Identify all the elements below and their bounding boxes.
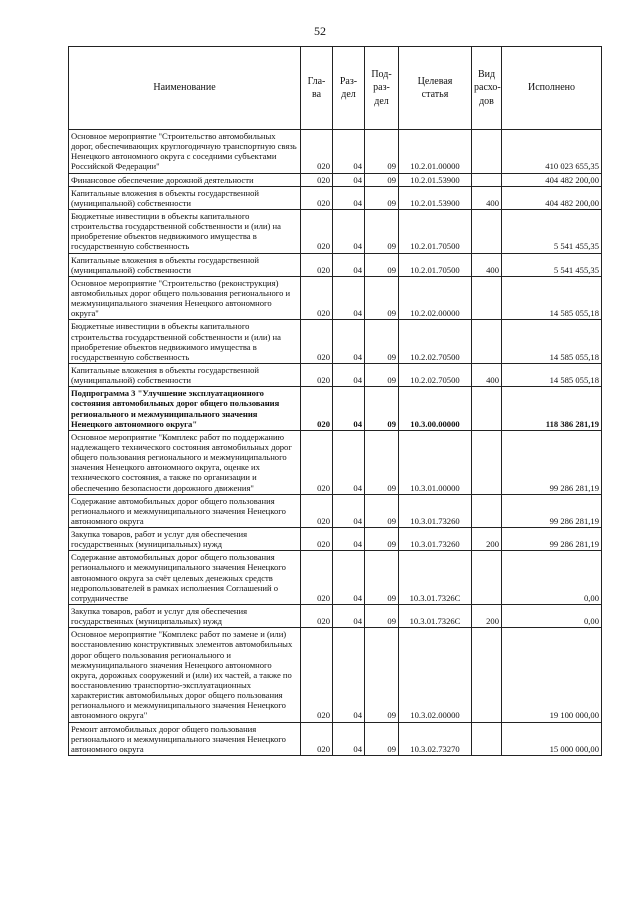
row-subsection: 09: [365, 430, 399, 494]
row-chapter: 020: [301, 628, 333, 722]
row-executed: 19 100 000,00: [502, 628, 602, 722]
row-chapter: 020: [301, 173, 333, 186]
row-section: 04: [333, 528, 365, 551]
row-expense-type: [472, 209, 502, 253]
row-chapter: 020: [301, 494, 333, 527]
row-section: 04: [333, 722, 365, 755]
row-expense-type: 200: [472, 605, 502, 628]
header-target: Целевая статья: [399, 47, 472, 130]
row-section: 04: [333, 430, 365, 494]
row-chapter: 020: [301, 209, 333, 253]
row-expense-type: 200: [472, 528, 502, 551]
row-subsection: 09: [365, 528, 399, 551]
row-chapter: 020: [301, 430, 333, 494]
row-target: 10.2.01.70500: [399, 209, 472, 253]
row-chapter: 020: [301, 130, 333, 174]
row-name: Основное мероприятие "Комплекс работ по замене и (или) восстановлению конструктивных элементов автомобильных дорог общего пользования регионального и межмуниципального значения Ненецкого автономного округа, дорожных сооружений и (или) их частей, а также по восстановлению транспортно-эксплуатационных характеристик автомобильных дорог общего пользования регионального и межмуниципального значения Ненецкого автономного округа": [69, 628, 301, 722]
row-subsection: 09: [365, 494, 399, 527]
row-subsection: 09: [365, 186, 399, 209]
row-expense-type: [472, 628, 502, 722]
row-name: Ремонт автомобильных дорог общего пользования регионального и межмуниципального значения Ненецкого автономного округа: [69, 722, 301, 755]
row-name: Содержание автомобильных дорог общего пользования регионального и межмуниципального значения Ненецкого автономного округа за счёт целевых денежных средств недропользователей в рамках исполнения Соглашений о сотрудничестве: [69, 551, 301, 605]
row-name: Закупка товаров, работ и услуг для обеспечения государственных (муниципальных) нужд: [69, 528, 301, 551]
row-target: 10.2.01.53900: [399, 173, 472, 186]
row-name: Капитальные вложения в объекты государственной (муниципальной) собственности: [69, 253, 301, 276]
row-target: 10.3.02.00000: [399, 628, 472, 722]
row-name: Основное мероприятие "Строительство автомобильных дорог, обеспечивающих круглогодичную транспортную связь Ненецкого автономного округа с соседними субъектами Российской Федерации": [69, 130, 301, 174]
row-chapter: 020: [301, 186, 333, 209]
table-row: [69, 209, 602, 253]
row-expense-type: [472, 173, 502, 186]
row-name: Закупка товаров, работ и услуг для обеспечения государственных (муниципальных) нужд: [69, 605, 301, 628]
row-chapter: 020: [301, 387, 333, 431]
row-subsection: 09: [365, 628, 399, 722]
row-target: 10.2.01.00000: [399, 130, 472, 174]
row-executed: 0,00: [502, 605, 602, 628]
table-row: [69, 628, 602, 722]
row-target: 10.3.00.00000: [399, 387, 472, 431]
row-subsection: 09: [365, 551, 399, 605]
table-row: [69, 186, 602, 209]
row-subsection: 09: [365, 387, 399, 431]
row-executed: 14 585 055,18: [502, 320, 602, 364]
row-section: 04: [333, 173, 365, 186]
row-executed: 99 286 281,19: [502, 494, 602, 527]
row-subsection: 09: [365, 130, 399, 174]
row-executed: 5 541 455,35: [502, 209, 602, 253]
table-row: [69, 387, 602, 431]
row-section: 04: [333, 551, 365, 605]
row-name: Основное мероприятие "Строительство (реконструкция) автомобильных дорог общего пользования регионального и межмуниципального значения Ненецкого автономного округа": [69, 276, 301, 320]
table-row: [69, 320, 602, 364]
row-name: Основное мероприятие "Комплекс работ по поддержанию надлежащего технического состояния автомобильных дорог общего пользования регионального и межмуниципального значения Ненецкого автономного округа, оценке их технического состояния, а также по организации и обеспечению безопасности дорожного движения": [69, 430, 301, 494]
row-expense-type: [472, 494, 502, 527]
row-executed: 99 286 281,19: [502, 528, 602, 551]
row-name: Бюджетные инвестиции в объекты капитального строительства государственной собственности и (или) на приобретение объектов недвижимого имущества в государственную собственность: [69, 320, 301, 364]
table-row: [69, 173, 602, 186]
row-executed: 0,00: [502, 551, 602, 605]
table-row: [69, 494, 602, 527]
row-expense-type: [472, 430, 502, 494]
row-executed: 99 286 281,19: [502, 430, 602, 494]
row-expense-type: 400: [472, 363, 502, 386]
row-executed: 404 482 200,00: [502, 186, 602, 209]
row-section: 04: [333, 253, 365, 276]
header-name: Наименование: [69, 47, 301, 130]
header-chapter: Гла- ва: [301, 47, 333, 130]
row-subsection: 09: [365, 209, 399, 253]
row-expense-type: 400: [472, 253, 502, 276]
row-section: 04: [333, 320, 365, 364]
row-executed: 14 585 055,18: [502, 276, 602, 320]
table-row: [69, 605, 602, 628]
row-executed: 404 482 200,00: [502, 173, 602, 186]
row-executed: 5 541 455,35: [502, 253, 602, 276]
budget-table: [68, 46, 602, 756]
row-name: Подпрограмма 3 "Улучшение эксплуатационного состояния автомобильных дорог общего пользования регионального и межмуниципального значения Ненецкого автономного округа": [69, 387, 301, 431]
row-target: 10.3.01.73260: [399, 494, 472, 527]
row-subsection: 09: [365, 363, 399, 386]
row-target: 10.3.01.00000: [399, 430, 472, 494]
row-section: 04: [333, 130, 365, 174]
row-chapter: 020: [301, 722, 333, 755]
row-chapter: 020: [301, 528, 333, 551]
header-executed: Исполнено: [502, 47, 602, 130]
row-section: 04: [333, 387, 365, 431]
row-chapter: 020: [301, 551, 333, 605]
row-executed: 118 386 281,19: [502, 387, 602, 431]
row-section: 04: [333, 276, 365, 320]
table-row: [69, 130, 602, 174]
row-target: 10.3.01.73260: [399, 528, 472, 551]
row-chapter: 020: [301, 320, 333, 364]
row-target: 10.2.02.00000: [399, 276, 472, 320]
row-subsection: 09: [365, 253, 399, 276]
table-row: [69, 722, 602, 755]
row-executed: 410 023 655,35: [502, 130, 602, 174]
row-name: Финансовое обеспечение дорожной деятельности: [69, 173, 301, 186]
row-expense-type: 400: [472, 186, 502, 209]
row-target: 10.2.02.70500: [399, 320, 472, 364]
row-expense-type: [472, 722, 502, 755]
row-subsection: 09: [365, 605, 399, 628]
row-section: 04: [333, 605, 365, 628]
row-target: 10.2.01.70500: [399, 253, 472, 276]
row-executed: 14 585 055,18: [502, 363, 602, 386]
row-section: 04: [333, 363, 365, 386]
row-chapter: 020: [301, 276, 333, 320]
row-target: 10.2.02.70500: [399, 363, 472, 386]
row-subsection: 09: [365, 276, 399, 320]
table-row: [69, 430, 602, 494]
table-row: [69, 253, 602, 276]
row-target: 10.3.01.7326С: [399, 551, 472, 605]
row-expense-type: [472, 387, 502, 431]
row-expense-type: [472, 130, 502, 174]
table-row: [69, 528, 602, 551]
row-executed: 15 000 000,00: [502, 722, 602, 755]
table-row: [69, 551, 602, 605]
row-name: Капитальные вложения в объекты государственной (муниципальной) собственности: [69, 363, 301, 386]
row-chapter: 020: [301, 363, 333, 386]
header-subsection: Под- раз- дел: [365, 47, 399, 130]
row-target: 10.3.01.7326С: [399, 605, 472, 628]
row-section: 04: [333, 628, 365, 722]
row-expense-type: [472, 320, 502, 364]
page-number: 52: [314, 24, 326, 38]
row-section: 04: [333, 186, 365, 209]
row-subsection: 09: [365, 173, 399, 186]
row-chapter: 020: [301, 253, 333, 276]
header-section: Раз- дел: [333, 47, 365, 130]
row-target: 10.3.02.73270: [399, 722, 472, 755]
row-expense-type: [472, 276, 502, 320]
row-name: Бюджетные инвестиции в объекты капитального строительства государственной собственности и (или) на приобретение объектов недвижимого имущества в государственную собственность: [69, 209, 301, 253]
table-row: [69, 363, 602, 386]
row-chapter: 020: [301, 605, 333, 628]
row-expense-type: [472, 551, 502, 605]
row-target: 10.2.01.53900: [399, 186, 472, 209]
row-section: 04: [333, 494, 365, 527]
row-name: Капитальные вложения в объекты государственной (муниципальной) собственности: [69, 186, 301, 209]
table-row: [69, 276, 602, 320]
table-header-row: [69, 47, 602, 130]
row-section: 04: [333, 209, 365, 253]
row-subsection: 09: [365, 722, 399, 755]
row-name: Содержание автомобильных дорог общего пользования регионального и межмуниципального значения Ненецкого автономного округа: [69, 494, 301, 527]
row-subsection: 09: [365, 320, 399, 364]
header-expense-type: Вид расхо- дов: [472, 47, 502, 130]
